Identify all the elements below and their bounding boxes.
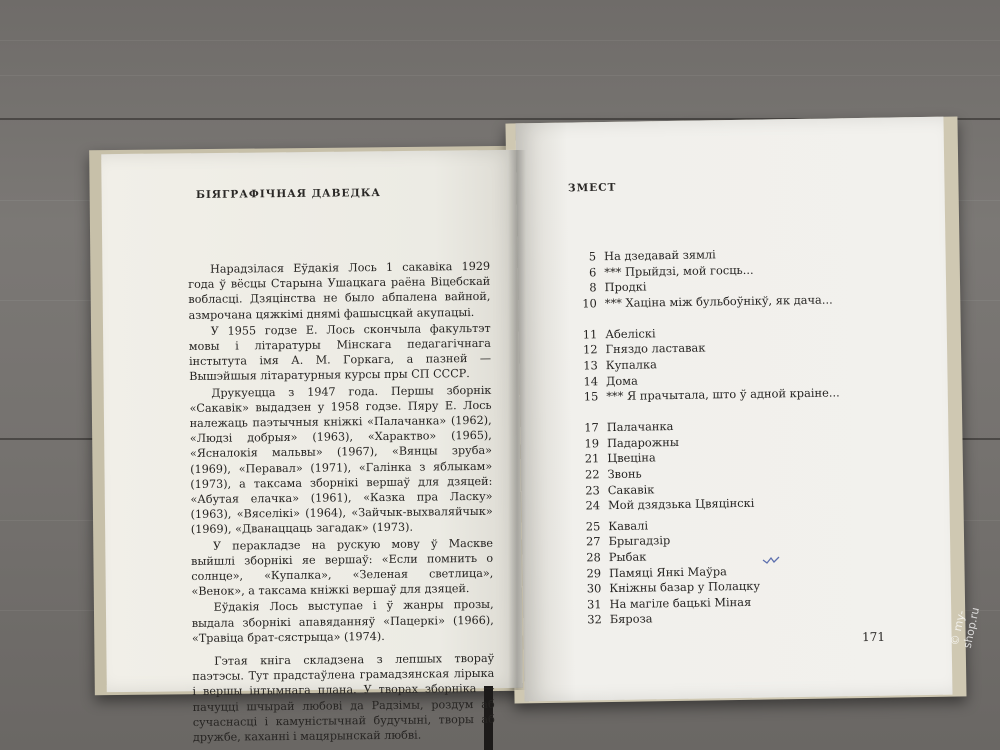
toc-entry: 32 Бяроза — [587, 611, 653, 627]
paragraph-5: Еўдакія Лось выступае і ў жанры прозы, выдала зборнікі апавяданняў «Пацеркі» (1966), «Травіца брат-сястрыца» (1974). — [191, 598, 494, 645]
toc-entry: 6 *** Прыйдзі, мой госць... — [588, 262, 754, 279]
toc-entry: 30 Кніжны базар у Полацку — [586, 578, 761, 596]
contents-heading: ЗМЕСТ — [567, 181, 617, 195]
biography-text — [188, 259, 495, 745]
toc-entry: 27 Брыгадзір — [585, 533, 671, 549]
page-number: 171 — [861, 629, 886, 645]
paragraph-4: У перакладзе на рускую мову ў Маскве выйшлі зборнікі яе вершаў: «Если помнить о солнце», «Купалка», «Зеленая светлица», «Венок», а таксама кніжкі вершаў для дзяцей. — [191, 536, 494, 599]
toc-entry: 5 На дзедавай зямлі — [588, 247, 716, 264]
toc-entry: 13 Купалка — [583, 357, 657, 373]
pencil-check-icon — [762, 555, 780, 565]
toc-entry: 19 Падарожны — [584, 434, 679, 451]
book-gutter — [508, 150, 526, 690]
toc-entry: 29 Памяці Янкі Маўра — [586, 563, 727, 580]
toc-entry: 10 *** Хаціна між бульбоўнікў, як дача... — [582, 292, 833, 311]
paragraph-6: Гэтая кніга складзена з лепшых твораў паэтэсы. Тут прадстаўлена грамадзянская лірыка і вершы інтымнага плана. У творах зборніка — пачуцці шчырай любові да Радзімы, роздум аб сучаснасці і камуністычнай будучыні, творы аб дружбе, каханні і мацярынскай любві. — [192, 651, 495, 745]
paragraph-2: У 1955 годзе Е. Лось скончыла факультэт мовы і літаратуры Мінскага педагагічнага інстытута імя А. М. Горкага, а пазней — Вышэйшыя літаратурныя курсы пры СП СССР. — [188, 321, 492, 384]
toc-entry: 17 Палачанка — [584, 419, 674, 435]
table-of-contents — [548, 245, 854, 629]
toc-entry: 12 Гняздо ластавак — [582, 340, 706, 357]
paragraph-1: Нарадзілася Еўдакія Лось 1 сакавіка 1929 года ў вёсцы Старына Ушацкага раёна Віцебскай вобласці. Дзяцінства не было абпалена вайной, азмрочана цяжкімі днямі фашысцкай акупацыі. — [188, 259, 491, 322]
biography-heading: БІЯГРАФІЧНАЯ ДАВЕДКА — [195, 187, 381, 201]
toc-entry: 31 На магіле бацькі Міная — [586, 594, 752, 612]
toc-entry: 22 Звонь — [584, 466, 642, 482]
toc-entry: 15 *** Я прачытала, што ў адной краіне... — [583, 385, 840, 404]
toc-entry: 8 Продкі — [589, 279, 647, 295]
toc-entry: 11 Абеліскі — [582, 326, 656, 342]
toc-entry: 28 Рыбак — [586, 549, 647, 565]
toc-entry: 21 Цвеціна — [584, 450, 656, 466]
toc-entry: 24 Мой дзядзька Цвяцінскі — [585, 495, 755, 513]
watermark: © my-shop.ru — [948, 606, 983, 650]
toc-entry: 23 Сакавік — [585, 481, 655, 497]
paragraph-3: Друкуецца з 1947 года. Першы зборнік «Сакавік» выдадзен у 1958 годзе. Пяру Е. Лось належаць паэтычныя кніжкі «Палачанка» (1962), «Людзі добрыя» (1963), «Характво» (1965), «Ясналокія мальвы» (1967), «Вянцы зруба» (1969), «Перавал» (1971), «Галінка з яблыкам» (1973), а таксама зборнікі вершаў для дзяцей: «Абутая елачка» (1961), «Казка пра Ласку» (1963), «Вяселікі» (1964), «Зайчык-выхваляйчык» (1969), «Дванаццаць загадак» (1973). — [189, 383, 493, 537]
toc-entry: 14 Дома — [583, 373, 638, 389]
toc-entry: 25 Кавалі — [585, 518, 649, 534]
